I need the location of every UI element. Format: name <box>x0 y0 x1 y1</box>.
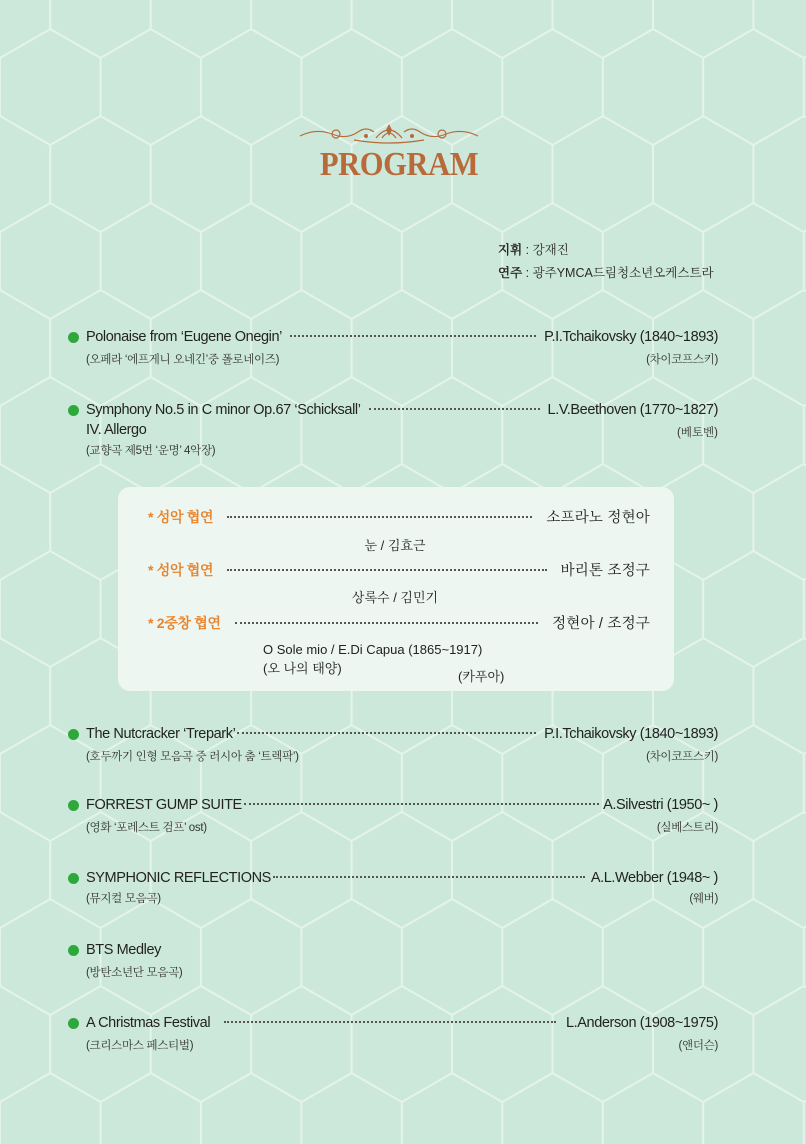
piece-title: FORREST GUMP SUITE <box>86 797 242 813</box>
composer: P.I.Tchaikovsky (1840~1893) <box>544 726 718 742</box>
song-composer-korean: (카푸아) <box>458 669 505 684</box>
piece-title: Symphony No.5 in C minor Op.67 ‘Schicksall’ <box>86 402 361 418</box>
program-item <box>68 797 718 835</box>
bullet-icon <box>68 405 79 416</box>
page-title: PROGRAM <box>319 146 479 183</box>
composer: A.Silvestri (1950~ ) <box>603 797 718 813</box>
program-item <box>68 1015 718 1053</box>
dotted-leader <box>290 335 536 337</box>
bullet-icon <box>68 873 79 884</box>
credit-name: : 강재진 <box>522 243 569 257</box>
dotted-leader <box>227 516 532 518</box>
composer: L.V.Beethoven (1770~1827) <box>547 402 718 418</box>
vocal-row <box>148 559 650 580</box>
dotted-leader <box>235 622 538 624</box>
vocal-row <box>148 506 650 527</box>
dotted-leader <box>237 732 536 734</box>
program-item <box>68 726 718 764</box>
composer-korean: (실베스트리) <box>656 822 718 834</box>
program-item <box>68 402 718 458</box>
dotted-leader <box>244 803 599 805</box>
piece-note: (호두까기 인형 모음곡 중 러시아 춤 ‘트렉팍’) <box>86 751 299 763</box>
composer-korean: (차이코프스키) <box>646 751 718 763</box>
conductor-credit <box>498 240 569 258</box>
song-title-korean: (오 나의 태양) <box>263 661 342 676</box>
dotted-leader <box>273 876 585 878</box>
vocal-performer: 바리톤 조정구 <box>560 563 650 579</box>
vocal-song: 눈 / 김효근 <box>364 538 426 553</box>
dotted-leader <box>224 1021 556 1023</box>
composer: A.L.Webber (1948~ ) <box>590 870 718 886</box>
piece-title: Polonaise from ‘Eugene Onegin’ <box>86 329 282 345</box>
composer: P.I.Tchaikovsky (1840~1893) <box>544 329 718 345</box>
bullet-icon <box>68 945 79 956</box>
dotted-leader <box>227 569 546 571</box>
bullet-icon <box>68 729 79 740</box>
vocal-song: 상록수 / 김민기 <box>351 590 439 605</box>
composer-korean: (차이코프스키) <box>646 354 718 366</box>
vocal-row <box>148 612 650 633</box>
vocal-performer: 정현아 / 조정구 <box>552 616 650 632</box>
piece-note: (뮤지컬 모음곡) <box>86 893 161 905</box>
performer-credit <box>498 263 714 281</box>
credit-role: 연주 <box>498 266 523 280</box>
piece-note: (영화 ‘포레스트 검프’ ost) <box>86 822 207 834</box>
vocal-label: * 성악 협연 <box>148 562 214 578</box>
credit-name: : 광주YMCA드림청소년오케스트라 <box>522 266 714 280</box>
piece-title: SYMPHONIC REFLECTIONS <box>86 870 271 886</box>
song-title: O Sole mio / E.Di Capua (1865~1917) <box>263 642 483 657</box>
vocal-song <box>263 640 482 678</box>
piece-note: (오페라 ‘에프게니 오네긴’중 폴로네이즈) <box>86 354 280 366</box>
vocal-label: * 2중창 협연 <box>148 615 221 631</box>
bullet-icon <box>68 1018 79 1029</box>
composer-korean: (베토벤) <box>677 427 718 439</box>
program-item <box>68 329 718 367</box>
credit-role: 지휘 <box>498 243 523 257</box>
piece-note: (방탄소년단 모음곡) <box>86 967 183 979</box>
piece-note: (교향곡 제5번 ‘운명’ 4악장) <box>86 445 216 457</box>
composer-korean: (앤더슨) <box>678 1040 718 1052</box>
piece-title: The Nutcracker ‘Trepark’ <box>86 726 236 742</box>
ornament-icon <box>296 120 482 146</box>
piece-note: (크리스마스 페스티벌) <box>86 1040 194 1052</box>
composer-korean: (웨버) <box>689 893 718 905</box>
vocal-label: * 성악 협연 <box>148 509 214 525</box>
bullet-icon <box>68 332 79 343</box>
program-item <box>68 870 718 906</box>
piece-title: A Christmas Festival <box>86 1015 211 1031</box>
movement: IV. Allergo <box>86 422 147 438</box>
vocal-performer: 소프라노 정현아 <box>546 510 650 526</box>
dotted-leader <box>369 408 540 410</box>
bullet-icon <box>68 800 79 811</box>
composer: L.Anderson (1908~1975) <box>565 1015 718 1031</box>
piece-title: BTS Medley <box>86 942 161 958</box>
program-item <box>68 942 718 980</box>
